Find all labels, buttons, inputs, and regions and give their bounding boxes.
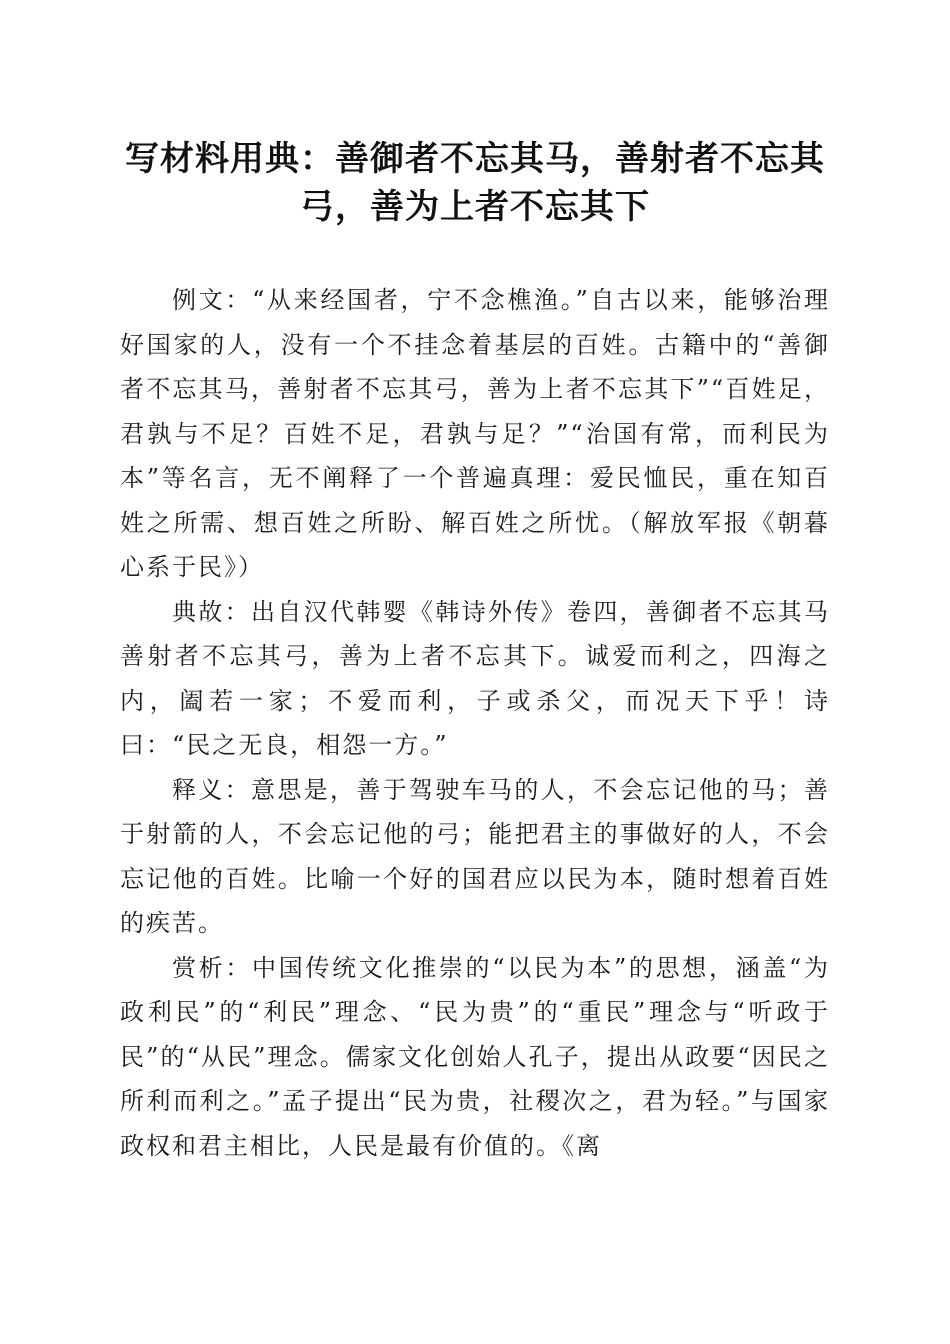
paragraph-meaning: 释义：意思是，善于驾驶车马的人，不会忘记他的马；善于射箭的人，不会忘记他的弓；能把君主的事做好的人，不会忘记他的百姓。比喻一个好的国君应以民为本，随时想着百姓的疾苦。 (120, 775, 830, 937)
paragraph-allusion: 典故：出自汉代韩婴《韩诗外传》卷四，善御者不忘其马善射者不忘其弓，善为上者不忘其下。诚爱而利之，四海之内，阖若一家；不爱而利，子或杀父，而况天下乎！诗曰：“民之无良，相怨一方。” (120, 597, 830, 759)
paragraph-example: 例文：“从来经国者，宁不念樵渔。”自古以来，能够治理好国家的人，没有一个不挂念着基层的百姓。古籍中的“善御者不忘其马，善射者不忘其弓，善为上者不忘其下”“百姓足，君孰与不足？百姓不足，君孰与足？”“治国有常，而利民为本”等名言，无不阐释了一个普遍真理：爱民恤民，重在知百姓之所需、想百姓之所盼、解百姓之所忧。（解放军报《朝暮心系于民》） (120, 286, 830, 581)
document-body (120, 278, 830, 1168)
paragraph-appreciation: 赏析：中国传统文化推崇的“以民为本”的思想，涵盖“为政利民”的“利民”理念、“民为贵”的“重民”理念与“听政于民”的“从民”理念。儒家文化创始人孔子，提出从政要“因民之所利而利之。”孟子提出“民为贵，社稷次之，君为轻。”与国家政权和君主相比，人民是最有价值的。《离 (120, 953, 830, 1160)
document-title: 写材料用典：善御者不忘其马，善射者不忘其弓，善为上者不忘其下 (125, 139, 825, 227)
